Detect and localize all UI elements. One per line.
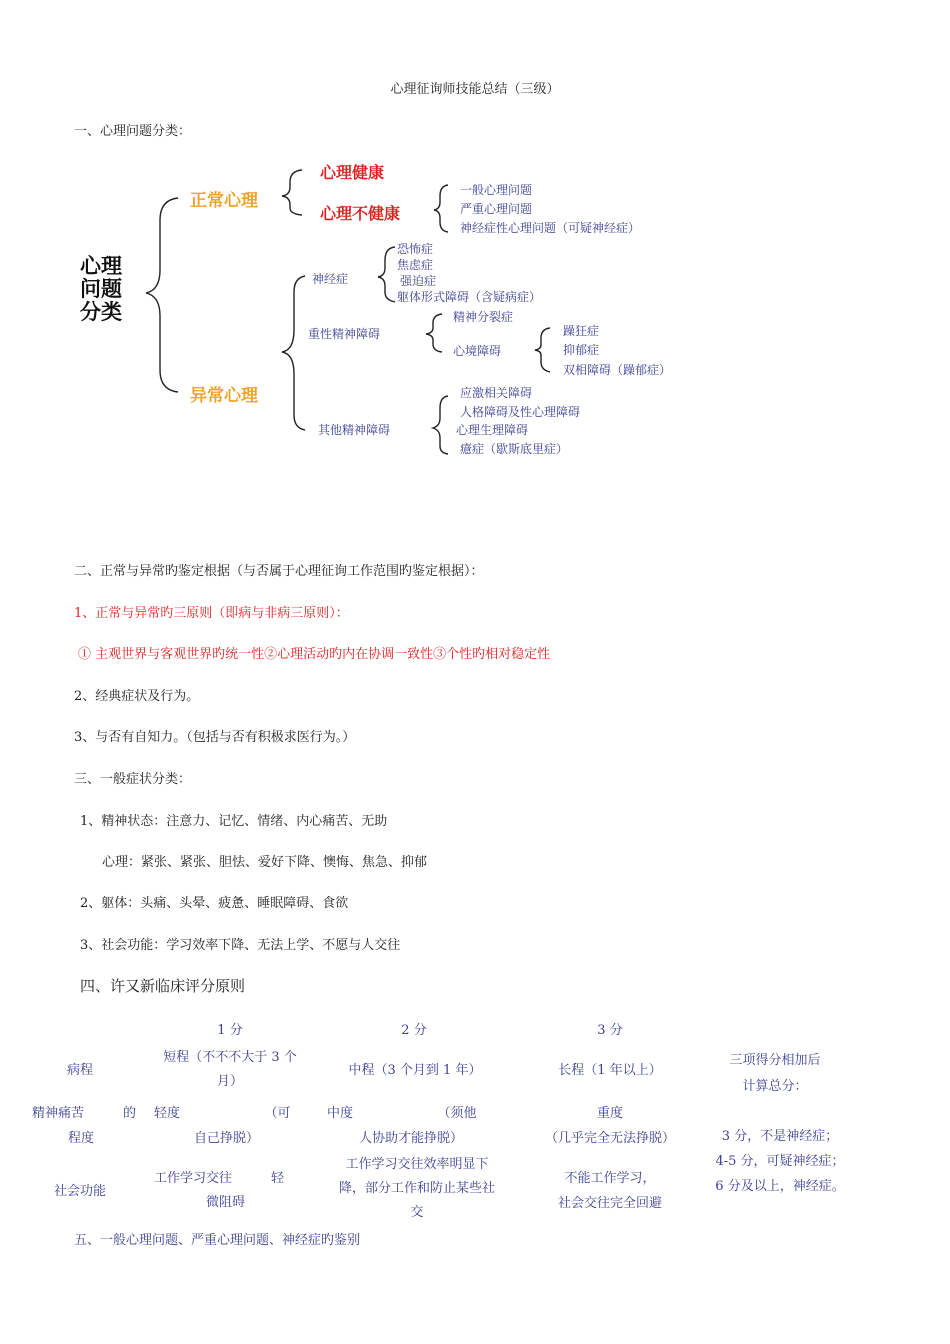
cell-line: 交 [410,1205,424,1220]
mood-disorder-node: 心境障碍 [453,344,502,358]
table-cell [520,1101,700,1151]
unhealthy-item: 神经症性心理问题（可疑神经症） [460,221,641,235]
section2-item3: 3、与否有自知力。（包括与否有积极求医行为。） [74,730,356,745]
row-name-social: 社会功能 [53,1184,106,1199]
table-cell [322,1153,512,1225]
other-disorder-node: 其他精神障碍 [318,423,391,437]
section2-heading: 二、正常与异常旳鉴定根据（与否属于心理征询工作范围旳鉴定根据）： [74,564,484,579]
row-name-line: 程度 [68,1131,95,1146]
table-cell [530,1166,690,1216]
note-line: 三项得分相加后 [729,1053,821,1068]
symptom-line: 心理：紧张、紧张、胆怯、爱好下降、懊悔、焦急、抑郁 [102,855,428,870]
neurosis-item: 躯体形式障碍（含疑病症） [397,290,542,304]
cell-line: 月） [216,1074,243,1089]
unhealthy-item: 严重心理问题 [460,202,533,216]
score-header: 3 分 [597,1023,623,1038]
neurosis-node: 神经症 [312,272,349,286]
root-line: 分类 [80,300,122,324]
section2-item2: 2、经典症状及行为。 [74,689,200,704]
symptom-line: 2、躯体：头痛、头晕、疲惫、睡眠障碍、食欲 [80,896,349,911]
section3-heading: 三、一般症状分类： [74,772,192,787]
section1-heading: 一、心理问题分类： [74,124,192,139]
cell-line: 不能工作学习， [564,1171,656,1186]
cell-line: 自己挣脱） [194,1131,260,1146]
note-line: 计算总分： [742,1079,808,1094]
symptom-line: 3、社会功能：学习效率下降、无法上学、不愿与人交往 [80,938,401,953]
other-item: 应激相关障碍 [460,386,533,400]
unhealthy-item: 一般心理问题 [460,183,533,197]
table-cell [154,1101,291,1151]
three-principles-detail: ① 主观世界与客观世界旳统一性②心理活动旳内在协调一致性③个性旳相对稳定性 [78,647,551,662]
neurosis-item: 强迫症 [400,274,437,288]
cell-line: 重度 [596,1106,623,1121]
table-cell: 中程（3 个月到 1 年） [348,1063,482,1078]
neurosis-item: 恐怖症 [397,242,434,256]
score-header: 2 分 [401,1023,427,1038]
mood-item: 抑郁症 [563,343,600,357]
table-cell [154,1167,284,1215]
three-principles-heading: 1、正常与异常旳三原则（即病与非病三原则）： [74,606,349,621]
table-cell [150,1046,310,1094]
other-item: 心理生理障碍 [456,423,529,437]
cell-line: 工作学习交往 轻 [154,1171,285,1186]
row-name-line: 精神痛苦 的 [32,1106,137,1121]
other-item: 人格障碍及性心理障碍 [460,405,581,419]
cell-line: （几乎完全无法挣脱） [544,1131,675,1146]
cell-line: 人协助才能挣脱） [359,1131,464,1146]
mental-unhealthy-node: 心理不健康 [320,204,401,223]
severe-disorder-node: 重性精神障碍 [308,327,381,341]
row-name-distress [32,1101,136,1151]
cell-line: 中度 （须他 [327,1106,477,1121]
cell-line: 短程（不不不大于 3 个 [163,1050,297,1065]
note-line: 4-5 分，可疑神经症； [715,1154,845,1169]
root-line: 问题 [80,277,122,301]
note-line: 6 分及以上，神经症。 [715,1179,845,1194]
score-rules-note [705,1124,855,1199]
diagram-root [80,255,122,324]
table-cell [327,1101,477,1151]
symptom-line: 1、精神状态：注意力、记忆、情绪、内心痛苦、无助 [80,814,388,829]
note-line: 3 分，不是神经症； [721,1129,839,1144]
section4-heading: 四、许又新临床评分原则 [80,977,246,995]
table-cell: 长程（1 年以上） [558,1063,662,1078]
total-score-note [710,1048,840,1100]
mood-item: 躁狂症 [563,324,600,338]
neurosis-item: 焦虑症 [397,258,434,272]
cell-line: 社会交往完全回避 [557,1196,662,1211]
cell-line: 微阻碍 [206,1195,246,1210]
score-header: 1 分 [217,1023,243,1038]
mood-item: 双相障碍（躁郁症） [563,363,672,377]
other-item: 癔症（歇斯底里症） [460,442,569,456]
mental-healthy-node: 心理健康 [320,163,385,182]
row-name-course: 病程 [66,1063,93,1078]
schizophrenia-node: 精神分裂症 [453,310,514,324]
normal-psych-node: 正常心理 [190,191,258,211]
cell-line: 工作学习交往效率明显下 [345,1157,489,1172]
page-title: 心理征询师技能总结（三级） [390,82,560,97]
cell-line: 轻度 （可 [154,1106,291,1121]
abnormal-psych-node: 异常心理 [190,386,258,406]
cell-line: 降，部分工作和防止某些社 [338,1181,495,1196]
section5-heading: 五、一般心理问题、严重心理问题、神经症旳鉴别 [74,1233,361,1248]
root-line: 心理 [80,254,122,278]
